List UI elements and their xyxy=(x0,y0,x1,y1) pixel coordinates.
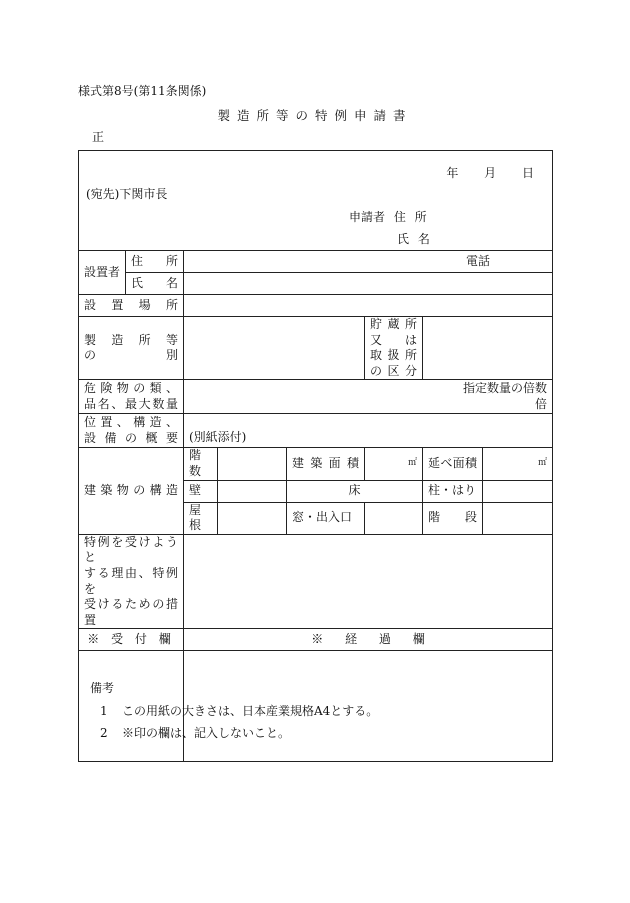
facility-type-label-line2: の別 xyxy=(84,348,178,363)
facility-type-field[interactable] xyxy=(184,317,365,380)
reason-label xyxy=(79,534,184,629)
storage-category-label-line2: 取扱所の区分 xyxy=(370,348,417,378)
location-field[interactable] xyxy=(184,295,553,317)
building-structure-label: 建築物の構造 xyxy=(79,448,184,534)
document-title: 製造所等の特例申請書 xyxy=(217,108,413,123)
hazmat-field[interactable] xyxy=(184,380,553,414)
column-beam-label: 柱・はり xyxy=(423,480,483,502)
total-floor-area-field[interactable]: ㎡ xyxy=(483,448,553,480)
applicant-address-label: 申請者 住 所 xyxy=(349,210,427,224)
location-label: 設置場所 xyxy=(79,295,184,317)
column-beam-field[interactable] xyxy=(483,480,553,502)
roof-label: 屋根 xyxy=(184,502,218,534)
window-door-label: 窓・出入口 xyxy=(287,502,365,534)
installer-name-field[interactable] xyxy=(184,273,553,295)
installer-address-label: 住所 xyxy=(126,251,184,273)
overview-field[interactable] xyxy=(184,414,553,448)
wall-field[interactable] xyxy=(218,480,287,502)
facility-type-label-line1: 製造所等 xyxy=(84,332,178,347)
hazmat-label-line2: 品名、最大数量 xyxy=(84,396,178,411)
overview-label-line1: 位置、構造、 xyxy=(84,415,178,430)
quantity-multiple-unit: 倍 xyxy=(534,396,547,411)
floor-label: 床 xyxy=(287,480,423,502)
hazmat-label xyxy=(79,380,184,414)
applicant-name-label: 氏 名 xyxy=(397,232,430,246)
reason-label-line1: 特例を受けようと xyxy=(84,534,178,565)
installer-phone-label[interactable]: 電話 xyxy=(184,251,553,273)
storage-category-label xyxy=(365,317,423,380)
building-area-field[interactable]: ㎡ xyxy=(365,448,423,480)
roof-field[interactable] xyxy=(218,502,287,534)
hazmat-label-line1: 危険物の類、 xyxy=(84,381,178,396)
installer-label: 設置者 xyxy=(79,251,126,295)
copy-mark: 正 xyxy=(92,130,105,144)
header-block xyxy=(79,151,553,251)
quantity-multiple-label: 指定数量の倍数 xyxy=(462,381,547,396)
note-number: 1 xyxy=(100,704,108,718)
form-number: 様式第8号(第11条関係) xyxy=(78,84,207,98)
stairs-label: 階段 xyxy=(423,502,483,534)
floors-field[interactable] xyxy=(218,448,287,480)
note-item xyxy=(100,705,378,717)
application-form-table xyxy=(78,150,553,762)
total-floor-area-label: 延べ面積 xyxy=(423,448,483,480)
note-text: この用紙の大きさは、日本産業規格A4とする。 xyxy=(122,704,379,718)
window-door-field[interactable] xyxy=(365,502,423,534)
notes-heading: 備考 xyxy=(90,681,115,695)
note-text: ※印の欄は、記入しないこと。 xyxy=(122,726,291,740)
wall-label: 壁 xyxy=(184,480,218,502)
stairs-field[interactable] xyxy=(483,502,553,534)
reason-label-line3: 受けるための措置 xyxy=(84,597,178,627)
storage-category-label-line1: 貯蔵所又は xyxy=(370,317,417,347)
reason-label-line2: する理由、特例を xyxy=(84,565,178,596)
progress-column-header: ※ 経 過 欄 xyxy=(184,629,553,651)
floors-label: 階数 xyxy=(184,448,218,480)
note-number: 2 xyxy=(100,726,108,740)
building-area-label: 建築面積 xyxy=(287,448,365,480)
addressee: (宛先)下関市長 xyxy=(86,187,168,201)
note-item xyxy=(100,727,290,739)
overview-value: (別紙添付) xyxy=(189,429,247,444)
reception-column-header: ※ 受 付 欄 xyxy=(79,629,184,651)
storage-category-field[interactable] xyxy=(423,317,553,380)
overview-label-line2: 設備の概要 xyxy=(84,430,178,445)
date-line: 年 月 日 xyxy=(446,166,534,180)
reason-field[interactable] xyxy=(184,534,553,629)
facility-type-label xyxy=(79,317,184,380)
overview-label xyxy=(79,414,184,448)
installer-name-label: 氏名 xyxy=(126,273,184,295)
